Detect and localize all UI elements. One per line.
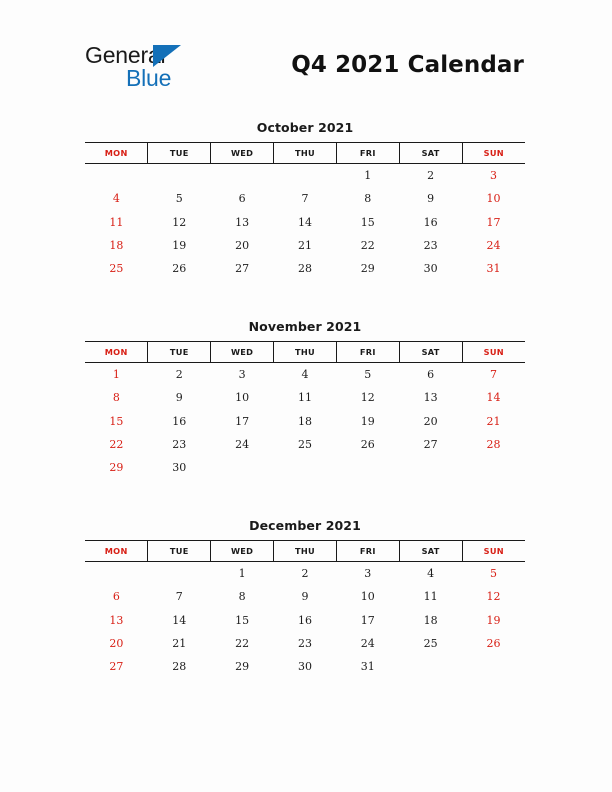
day-cell[interactable]: 18 (423, 613, 438, 627)
month-grid (85, 540, 525, 678)
day-cell[interactable]: 12 (172, 215, 187, 229)
day-cell[interactable]: 21 (297, 239, 312, 253)
day-cell[interactable]: 19 (360, 414, 375, 428)
day-cell[interactable]: 25 (423, 637, 438, 651)
page-title: Q4 2021 Calendar (291, 52, 524, 78)
day-cell[interactable]: 1 (112, 368, 120, 382)
week-row (85, 609, 525, 632)
day-cell[interactable]: 6 (427, 368, 435, 382)
month-block-october (85, 120, 525, 280)
day-cell-empty (211, 164, 274, 188)
day-cell-empty (211, 456, 274, 479)
weekday-header-row (85, 342, 525, 363)
weekday-header-thu: THU (274, 143, 337, 164)
day-cell[interactable]: 28 (297, 262, 312, 276)
triangle-icon (153, 45, 181, 67)
weekday-header-thu: THU (274, 342, 337, 363)
weekday-header-sat: SAT (399, 143, 462, 164)
day-cell-empty (85, 562, 148, 586)
day-cell[interactable]: 31 (486, 262, 501, 276)
day-cell[interactable]: 19 (172, 239, 187, 253)
day-cell[interactable]: 18 (109, 239, 124, 253)
weekday-header-fri: FRI (336, 143, 399, 164)
weekday-header-fri: FRI (336, 342, 399, 363)
day-cell[interactable]: 2 (427, 169, 435, 183)
day-cell[interactable]: 11 (109, 215, 124, 229)
week-row (85, 211, 525, 234)
weekday-header-sun: SUN (462, 541, 525, 562)
day-cell[interactable]: 15 (109, 414, 124, 428)
week-row (85, 164, 525, 188)
day-cell[interactable]: 9 (427, 192, 435, 206)
day-cell[interactable]: 16 (172, 414, 187, 428)
day-cell-empty (274, 456, 337, 479)
weekday-header-mon: MON (85, 541, 148, 562)
day-cell[interactable]: 24 (235, 438, 250, 452)
day-cell[interactable]: 5 (364, 368, 372, 382)
day-cell[interactable]: 6 (112, 590, 120, 604)
day-cell[interactable]: 23 (172, 438, 187, 452)
day-cell[interactable]: 15 (360, 215, 375, 229)
day-cell[interactable]: 10 (486, 192, 501, 206)
weekday-header-mon: MON (85, 342, 148, 363)
day-cell[interactable]: 30 (172, 461, 187, 475)
day-cell[interactable]: 15 (235, 613, 250, 627)
weeks-body (85, 164, 525, 281)
day-cell[interactable]: 20 (235, 239, 250, 253)
week-row (85, 187, 525, 210)
week-row (85, 632, 525, 655)
day-cell[interactable]: 8 (112, 391, 120, 405)
day-cell[interactable]: 3 (490, 169, 498, 183)
week-row (85, 234, 525, 257)
day-cell-empty (336, 456, 399, 479)
day-cell[interactable]: 22 (360, 239, 375, 253)
week-row (85, 456, 525, 479)
day-cell[interactable]: 6 (238, 192, 246, 206)
day-cell[interactable]: 27 (423, 438, 438, 452)
logo-text-general: General (85, 42, 166, 68)
month-grid (85, 142, 525, 280)
day-cell[interactable]: 13 (235, 215, 250, 229)
weekday-header-wed: WED (211, 342, 274, 363)
day-cell[interactable]: 16 (297, 613, 312, 627)
day-cell[interactable]: 23 (297, 637, 312, 651)
day-cell[interactable]: 11 (297, 391, 312, 405)
day-cell[interactable]: 5 (490, 567, 498, 581)
day-cell[interactable]: 29 (235, 660, 250, 674)
weekday-header-sat: SAT (399, 541, 462, 562)
day-cell-empty (462, 456, 525, 479)
day-cell[interactable]: 27 (109, 660, 124, 674)
day-cell[interactable]: 9 (175, 391, 183, 405)
week-row (85, 585, 525, 608)
weekday-header-row (85, 541, 525, 562)
day-cell[interactable]: 24 (486, 239, 501, 253)
day-cell[interactable]: 4 (301, 368, 309, 382)
day-cell[interactable]: 20 (109, 637, 124, 651)
weekday-header-wed: WED (211, 143, 274, 164)
day-cell[interactable]: 26 (172, 262, 187, 276)
day-cell[interactable]: 14 (486, 391, 501, 405)
month-block-december (85, 518, 525, 678)
weekday-header-sat: SAT (399, 342, 462, 363)
day-cell[interactable]: 2 (175, 368, 183, 382)
day-cell[interactable]: 30 (423, 262, 438, 276)
weekday-header-sun: SUN (462, 342, 525, 363)
day-cell[interactable]: 14 (297, 215, 312, 229)
month-grid (85, 341, 525, 479)
day-cell[interactable]: 17 (486, 215, 501, 229)
day-cell[interactable]: 12 (486, 590, 501, 604)
week-row (85, 655, 525, 678)
day-cell-empty (462, 655, 525, 678)
week-row (85, 386, 525, 409)
day-cell[interactable]: 17 (360, 613, 375, 627)
day-cell[interactable]: 23 (423, 239, 438, 253)
day-cell[interactable]: 10 (360, 590, 375, 604)
day-cell[interactable]: 25 (109, 262, 124, 276)
weekday-header-wed: WED (211, 541, 274, 562)
day-cell[interactable]: 12 (360, 391, 375, 405)
day-cell[interactable]: 2 (301, 567, 309, 581)
day-cell[interactable]: 14 (172, 613, 187, 627)
weekday-header-row (85, 143, 525, 164)
day-cell[interactable]: 13 (109, 613, 124, 627)
weekday-header-tue: TUE (148, 541, 211, 562)
day-cell[interactable]: 18 (297, 414, 312, 428)
weekday-header-tue: TUE (148, 342, 211, 363)
day-cell[interactable]: 7 (175, 590, 183, 604)
day-cell-empty (148, 562, 211, 586)
day-cell[interactable]: 10 (235, 391, 250, 405)
day-cell[interactable]: 26 (360, 438, 375, 452)
day-cell[interactable]: 1 (364, 169, 372, 183)
weekday-header-tue: TUE (148, 143, 211, 164)
day-cell[interactable]: 13 (423, 391, 438, 405)
day-cell-empty (148, 164, 211, 188)
day-cell[interactable]: 8 (238, 590, 246, 604)
day-cell[interactable]: 3 (364, 567, 372, 581)
day-cell[interactable]: 11 (423, 590, 438, 604)
day-cell-empty (399, 456, 462, 479)
month-title: November 2021 (248, 319, 362, 334)
weekday-header-fri: FRI (336, 541, 399, 562)
weekday-header-sun: SUN (462, 143, 525, 164)
day-cell[interactable]: 1 (238, 567, 246, 581)
day-cell[interactable]: 20 (423, 414, 438, 428)
weekday-header-mon: MON (85, 143, 148, 164)
day-cell[interactable]: 9 (301, 590, 309, 604)
week-row (85, 257, 525, 280)
day-cell[interactable]: 17 (235, 414, 250, 428)
week-row (85, 562, 525, 586)
month-title: December 2021 (249, 518, 361, 533)
week-row (85, 433, 525, 456)
day-cell[interactable]: 16 (423, 215, 438, 229)
day-cell-empty (85, 164, 148, 188)
day-cell[interactable]: 7 (490, 368, 498, 382)
day-cell-empty (274, 164, 337, 188)
day-cell[interactable]: 25 (297, 438, 312, 452)
day-cell[interactable]: 8 (364, 192, 372, 206)
month-block-november (85, 319, 525, 479)
day-cell[interactable]: 4 (112, 192, 120, 206)
day-cell[interactable]: 4 (427, 567, 435, 581)
day-cell[interactable]: 26 (486, 637, 501, 651)
day-cell[interactable]: 22 (235, 637, 250, 651)
weekday-header-thu: THU (274, 541, 337, 562)
month-title: October 2021 (256, 120, 354, 135)
day-cell[interactable]: 5 (175, 192, 183, 206)
day-cell[interactable]: 24 (360, 637, 375, 651)
logo-text-blue: Blue (126, 65, 172, 91)
day-cell[interactable]: 31 (360, 660, 375, 674)
day-cell[interactable]: 28 (486, 438, 501, 452)
day-cell[interactable]: 27 (235, 262, 250, 276)
weeks-body (85, 363, 525, 480)
day-cell[interactable]: 21 (486, 414, 501, 428)
general-blue-logo (85, 42, 205, 94)
day-cell[interactable]: 7 (301, 192, 309, 206)
day-cell-empty (399, 655, 462, 678)
day-cell[interactable]: 30 (297, 660, 312, 674)
day-cell[interactable]: 21 (172, 637, 187, 651)
week-row (85, 363, 525, 387)
day-cell[interactable]: 22 (109, 438, 124, 452)
day-cell[interactable]: 19 (486, 613, 501, 627)
day-cell[interactable]: 29 (360, 262, 375, 276)
page-header (0, 38, 612, 102)
week-row (85, 410, 525, 433)
day-cell[interactable]: 29 (109, 461, 124, 475)
weeks-body (85, 562, 525, 679)
day-cell[interactable]: 3 (238, 368, 246, 382)
day-cell[interactable]: 28 (172, 660, 187, 674)
